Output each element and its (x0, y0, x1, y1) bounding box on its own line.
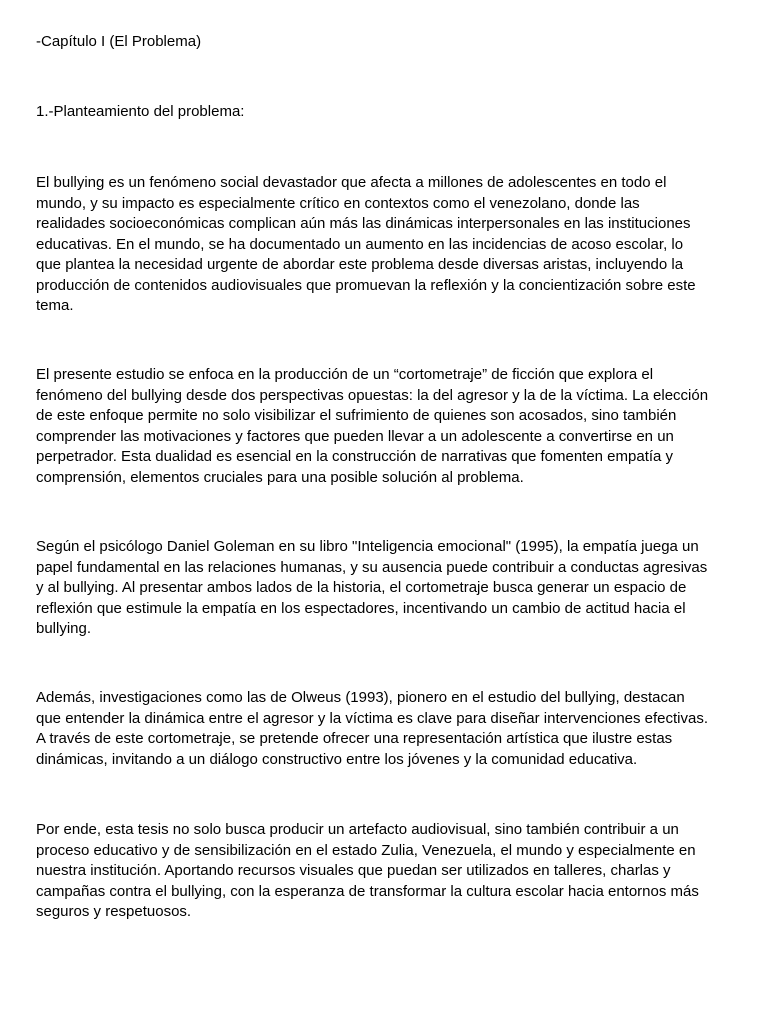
paragraph-2 (36, 365, 736, 488)
paragraph-line: perpetrador. Esta dualidad es esencial en la construcción de narrativas que fomenten empatía y (36, 448, 674, 465)
paragraph-line: realidades socioeconómicas complican aún más las dinámicas interpersonales en las instituciones (36, 215, 691, 232)
section-heading (36, 102, 736, 123)
paragraph-line: fenómeno del bullying desde dos perspectivas opuestas: la del agresor y la de la víctima. La elección (36, 386, 709, 404)
paragraph-line: educativas. En el mundo, se ha documentado un aumento en las incidencias de acoso escolar, lo (36, 235, 684, 253)
paragraph-line: que plantea la necesidad urgente de abordar este problema desde diversas aristas, incluyendo la (36, 256, 684, 273)
paragraph-1 (36, 173, 736, 317)
paragraph-line: mundo, y su impacto es especialmente crítico en contextos como el venezolano, donde las (36, 194, 640, 212)
paragraph-line: producción de contenidos audiovisuales que promuevan la reflexión y la concientización sobre este (36, 276, 696, 294)
paragraph-line: reflexión que estimule la empatía en los espectadores, incentivando un cambio de actitud hacia el (36, 599, 686, 617)
paragraph-line: y al bullying. Al presentar ambos lados de la historia, el cortometraje busca generar un espacio de (36, 579, 687, 596)
paragraph-line: dinámicas, invitando a un diálogo constructivo entre los jóvenes y la comunidad educativa. (36, 750, 638, 768)
paragraph-3 (36, 537, 736, 640)
paragraph-line: A través de este cortometraje, se pretende ofrecer una representación artística que ilustre estas (36, 730, 673, 747)
paragraph-line: proceso educativo y de sensibilización en el estado Zulia, Venezuela, el mundo y especialmente en (36, 841, 696, 859)
paragraph-line: El bullying es un fenómeno social devastador que afecta a millones de adolescentes en todo el (36, 174, 667, 191)
paragraph-line: bullying. (36, 620, 92, 637)
paragraph-line: papel fundamental en las relaciones humanas, y su ausencia puede contribuir a conductas agresivas (36, 558, 708, 576)
paragraph-5 (36, 820, 736, 923)
chapter-heading (36, 32, 736, 53)
paragraph-line: El presente estudio se enfoca en la producción de un “cortometraje” de ficción que explora el (36, 366, 654, 383)
paragraph-line: tema. (36, 297, 74, 314)
paragraph-line: de este enfoque permite no solo visibilizar el sufrimiento de quienes son acosados, sino también (36, 407, 677, 424)
paragraph-4 (36, 688, 736, 770)
paragraph-line: nuestra institución. Aportando recursos visuales que puedan ser utilizados en talleres, charlas y (36, 862, 671, 879)
chapter-heading-text: -Capítulo I (El Problema) (36, 33, 202, 50)
paragraph-line: Según el psicólogo Daniel Goleman en su libro "Inteligencia emocional" (1995), la empatía juega un (36, 538, 699, 555)
paragraph-line: Por ende, esta tesis no solo busca producir un artefacto audiovisual, sino también contribuir a un (36, 821, 679, 838)
paragraph-line: comprender las motivaciones y factores que pueden llevar a un adolescente a convertirse en un (36, 427, 674, 445)
section-heading-text: 1.-Planteamiento del problema: (36, 103, 245, 120)
paragraph-line: seguros y respetuosos. (36, 903, 192, 920)
paragraph-line: comprensión, elementos cruciales para una posible solución al problema. (36, 468, 524, 486)
paragraph-line: Además, investigaciones como las de Olweus (1993), pionero en el estudio del bullying, destacan (36, 689, 685, 706)
paragraph-line: que entender la dinámica entre el agresor y la víctima es clave para diseñar intervenciones efectivas. (36, 709, 709, 727)
paragraph-line: campañas contra el bullying, con la esperanza de transformar la cultura escolar hacia entornos más (36, 882, 699, 900)
